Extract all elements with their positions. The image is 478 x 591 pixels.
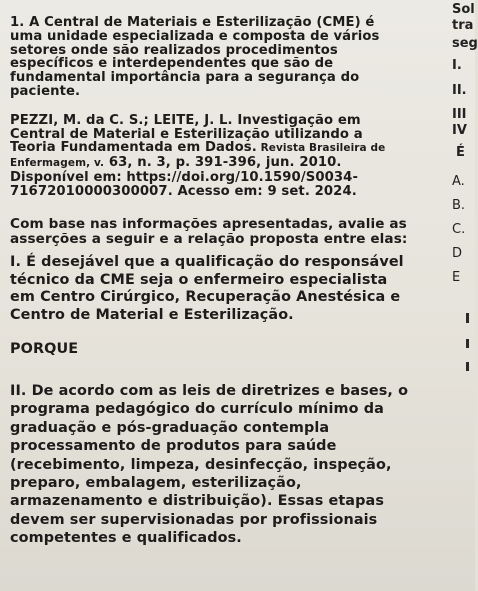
reference-line: PEZZI, M. da C. S.; LEITE, J. L. Investigação em: [10, 112, 361, 128]
assertion-one-line: em Centro Cirúrgico, Recuperação Anestésica e: [10, 289, 401, 306]
assertion-one: [10, 254, 440, 325]
option-b-fragment: B.: [452, 198, 466, 213]
assertion-one-line: técnico da CME seja o enfermeiro especialista: [10, 271, 388, 288]
right-column-fragment: I.: [452, 58, 462, 73]
cropped-text-mark: [466, 313, 469, 323]
cropped-text-mark: [466, 362, 469, 371]
assertion-one-line: I. É desejável que a qualificação do responsável: [10, 253, 404, 270]
assertion-two-line: armazenamento e distribuição). Essas etapas: [10, 493, 384, 510]
option-a-fragment: A.: [452, 174, 465, 189]
right-column-fragment: Sol: [452, 2, 475, 17]
question-statement: [10, 16, 440, 99]
assertion-two-line: graduação e pós-graduação contempla: [10, 419, 330, 436]
cropped-text-mark: [466, 339, 469, 348]
assertion-two-line: programa pedagógico do currículo mínimo da: [10, 401, 384, 418]
assertion-two-line: (recebimento, limpeza, desinfecção, inspeção,: [10, 456, 392, 473]
option-e-fragment: E: [452, 270, 461, 285]
reference-line: Central de Material e Esterilização utilizando a: [10, 126, 363, 142]
bibliographic-reference: [10, 114, 440, 199]
right-column-fragment: seg: [452, 36, 478, 51]
assertion-two-line: processamento de produtos para saúde: [10, 438, 337, 455]
connector-porque: PORQUE: [10, 340, 79, 357]
question-column: [10, 6, 440, 548]
instruction-line: asserções a seguir e a relação proposta entre elas:: [10, 231, 408, 248]
assertion-two-line: II. De acordo com as leis de diretrizes e bases, o: [10, 382, 409, 399]
option-c-fragment: C.: [452, 222, 466, 237]
reference-volume: 63, n. 3, p. 391-396, jun. 2010.: [104, 155, 342, 171]
question-line: fundamental importância para a segurança do: [10, 70, 360, 86]
right-column-fragment: IV: [452, 123, 467, 138]
assertion-two-line: preparo, embalagem, esterilização,: [10, 474, 302, 491]
instruction-line: Com base nas informações apresentadas, avalie as: [10, 215, 407, 232]
right-column-fragment: III: [452, 107, 467, 122]
assertion-two-line: competentes e qualificados.: [10, 530, 242, 547]
assertion-two-line: devem ser supervisionadas por profissionais: [10, 511, 378, 528]
instruction-text: [10, 217, 440, 248]
reference-journal-cont: Enfermagem, v.: [10, 157, 105, 170]
question-line: 1. A Central de Materiais e Esterilização (CME) é: [10, 15, 375, 30]
question-line: setores onde são realizados procedimentos: [10, 42, 338, 58]
reference-line: [10, 141, 440, 156]
question-line: uma unidade especializada e composta de vários: [10, 28, 380, 44]
question-line: específicos e interdependentes que são de: [10, 56, 334, 72]
reference-title: Teoria Fundamentada em Dados.: [10, 140, 257, 156]
right-column-fragment: II.: [452, 83, 467, 98]
reference-line: [10, 156, 440, 171]
question-line: paciente.: [10, 83, 81, 99]
assertion-one-line: Centro de Material e Esterilização.: [10, 307, 294, 324]
assertion-two: [10, 382, 440, 548]
reference-journal: Revista Brasileira de: [256, 142, 386, 155]
reference-access-line: 71672010000300007. Acesso em: 9 set. 2024.: [10, 183, 357, 199]
right-column-fragment: É: [456, 145, 465, 160]
option-d-fragment: D: [452, 246, 463, 261]
reference-doi-line: Disponível em: https://doi.org/10.1590/S0034-: [10, 169, 359, 185]
right-column-fragment: tra: [452, 18, 474, 33]
